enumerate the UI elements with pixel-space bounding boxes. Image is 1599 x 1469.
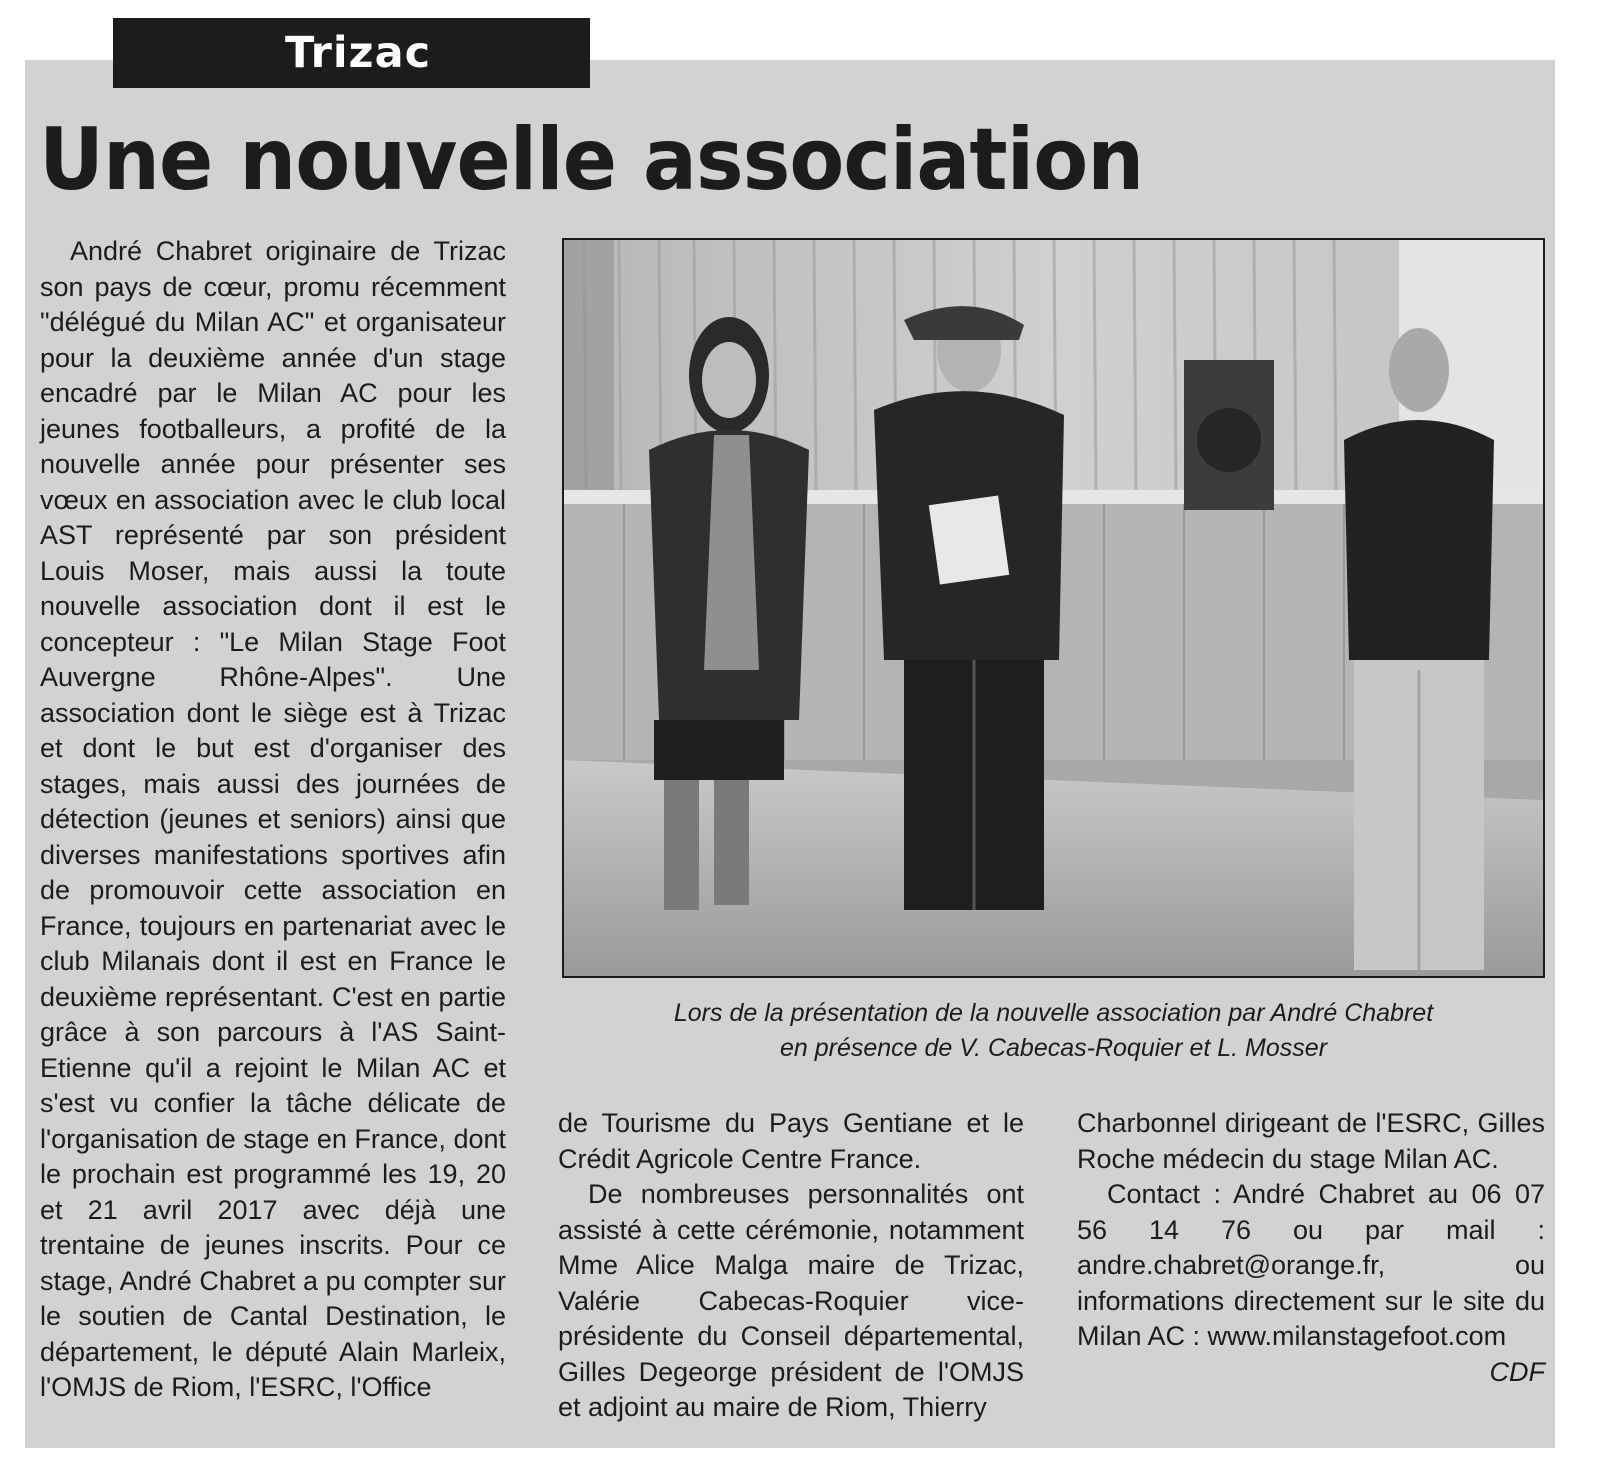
body-paragraph-continuation: Charbonnel dirigeant de l'ESRC, Gilles Roche médecin du stage Milan AC. — [1077, 1108, 1545, 1174]
caption-line-1: Lors de la présentation de la nouvelle association par André Chabret — [673, 999, 1434, 1027]
headline: Une nouvelle association — [39, 110, 1144, 210]
author-signature: CDF — [1489, 1356, 1545, 1387]
body-paragraph: André Chabret originaire de Trizac son pays de cœur, promu récemment "délégué du Milan AC" et organisateur pour la deuxième année d'un stage encadré par le Milan AC pour les jeunes footballeurs, a profité de la nouvelle année pour présenter ses vœux en association avec le club local AST représenté par son président Louis Moser, mais aussi la toute nouvelle association dont il est le concepteur : "Le Milan Stage Foot Auvergne Rhône-Alpes". Une association dont le siège est à Trizac et dont le but est d'organiser des stages, mais aussi des journées de détection (jeunes et seniors) ainsi que diverses manifestations sportives afin de promouvoir cette association en France, toujours en partenariat avec le club Milanais dont il est en France le deuxième représentant. C'est en partie grâce à son parcours à l'AS Saint-Etienne qu'il a rejoint le Milan AC et s'est vu confier la tâche délicate de l'organisation de stage en France, dont le prochain est programmé les 19, 20 et 21 avril 2017 avec déjà une trentaine de jeunes inscrits. Pour ce stage, André Chabret a pu compter sur le soutien de Cantal Destination, le département, le député Alain Marleix, l'OMJS de Riom, l'ESRC, l'Office — [40, 236, 506, 1402]
section-label: Trizac — [113, 18, 590, 88]
photo-caption — [562, 996, 1545, 1066]
article-column-3 — [1077, 1106, 1545, 1390]
article-column-2 — [558, 1106, 1024, 1426]
body-paragraph-continuation: de Tourisme du Pays Gentiane et le Crédit Agricole Centre France. — [558, 1108, 1024, 1174]
caption-line-2: en présence de V. Cabecas-Roquier et L. Mosser — [779, 1034, 1328, 1062]
article-column-1 — [40, 234, 506, 1406]
article-photo — [562, 238, 1545, 978]
contact-paragraph: Contact : André Chabret au 06 07 56 14 76 ou par mail : andre.chabret@orange.fr, ou informations directement sur le site du Milan AC : www.milanstagefoot.com — [1077, 1179, 1545, 1351]
body-paragraph: De nombreuses personnalités ont assisté à cette cérémonie, notamment Mme Alice Malga maire de Trizac, Valérie Cabecas-Roquier vice-présidente du Conseil départemental, Gilles Degeorge président de l'OMJS et adjoint au maire de Riom, Thierry — [558, 1179, 1024, 1422]
